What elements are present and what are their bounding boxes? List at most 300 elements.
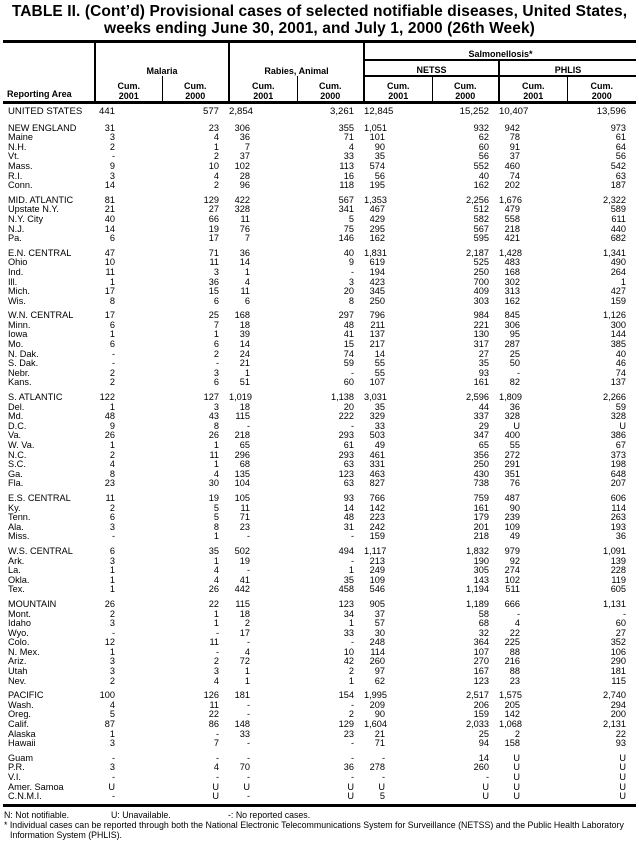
value-cell: 666 <box>504 598 520 609</box>
reporting-area-cell: Nev. <box>8 675 27 686</box>
value-cell: - <box>516 367 520 378</box>
value-cell: 86 <box>208 719 219 730</box>
value-cell: 67 <box>615 440 627 450</box>
value-cell: 102 <box>504 574 520 585</box>
reporting-area-cell: Pa. <box>8 233 22 244</box>
value-cell: 5 <box>348 213 354 224</box>
netss-header: NETSS <box>364 60 499 76</box>
value-cell: 93 <box>478 367 489 378</box>
value-cell: 2 <box>109 502 115 513</box>
table-row <box>3 720 636 730</box>
value-cell: 8 <box>348 295 354 306</box>
value-cell: 3 <box>109 521 115 532</box>
reporting-area-cell: Upstate N.Y. <box>8 204 59 215</box>
table-row <box>3 330 636 340</box>
value-cell: - <box>350 266 354 277</box>
value-cell: U <box>619 752 627 763</box>
reporting-area-cell: R.I. <box>8 170 23 181</box>
reporting-area-cell: N. Mex. <box>8 646 40 657</box>
table-row <box>3 431 636 441</box>
table-row <box>3 730 636 740</box>
column-header-cum: Cum. <box>184 81 207 91</box>
value-cell: U <box>432 792 499 805</box>
column-header-cum: Cum. <box>454 81 477 91</box>
value-cell: 386 <box>610 430 627 441</box>
value-cell: 502 <box>234 545 250 556</box>
reporting-area-cell: Ohio <box>8 257 28 268</box>
value-cell: 5 <box>213 502 219 513</box>
value-cell: - <box>111 348 115 359</box>
value-cell: 1 <box>213 618 219 629</box>
value-cell: 3 <box>348 276 354 287</box>
value-cell: 611 <box>611 213 627 224</box>
value-cell: 6 <box>109 339 115 350</box>
column-header-year: 2000 <box>185 91 206 101</box>
value-cell: 1 <box>244 666 250 677</box>
column-header <box>95 76 162 103</box>
table-row <box>3 489 636 504</box>
value-cell: 2 <box>109 141 115 152</box>
value-cell: 58 <box>478 608 489 619</box>
value-cell: 15,252 <box>459 106 489 117</box>
value-cell: 119 <box>611 574 627 585</box>
value-cell: 25 <box>208 310 219 321</box>
value-cell: - <box>246 637 250 648</box>
value-cell: 144 <box>610 329 627 340</box>
value-cell: 115 <box>611 675 627 686</box>
value-cell: 118 <box>339 180 354 191</box>
value-cell: 39 <box>239 329 250 340</box>
value-cell: 1 <box>213 531 219 542</box>
reporting-area-cell: UNITED STATES <box>8 106 83 117</box>
value-cell: 487 <box>504 492 520 503</box>
table-row <box>3 340 636 350</box>
value-cell: 162 <box>504 295 520 306</box>
value-cell: 31 <box>104 122 115 133</box>
reporting-area-cell: S. ATLANTIC <box>8 392 63 403</box>
value-cell: 2,256 <box>466 194 489 205</box>
table-row <box>3 321 636 331</box>
column-header-year: 2001 <box>118 91 139 101</box>
value-cell: 8 <box>213 420 219 431</box>
value-cell: 2,187 <box>466 247 489 258</box>
reporting-area-cell: Idaho <box>8 618 31 629</box>
value-cell: 1,341 <box>603 247 627 258</box>
value-cell: 30 <box>374 627 385 638</box>
value-cell: 12 <box>104 637 115 648</box>
value-cell: 142 <box>504 709 520 720</box>
value-cell: 3,031 <box>364 392 387 403</box>
value-cell: 250 <box>473 459 489 470</box>
value-cell: 341 <box>338 204 354 215</box>
value-cell: 14 <box>104 180 115 191</box>
value-cell: 3 <box>213 401 219 412</box>
value-cell: 72 <box>239 656 250 667</box>
value-cell: 36 <box>343 762 354 773</box>
value-cell: 3 <box>109 132 115 143</box>
value-cell: 36 <box>509 401 520 412</box>
value-cell: 313 <box>504 286 520 297</box>
value-cell: 1 <box>109 646 115 657</box>
value-cell: 6 <box>244 295 250 306</box>
reporting-area-cell: N.J. <box>8 223 25 234</box>
value-cell: - <box>111 627 115 638</box>
value-cell: 91 <box>509 141 520 152</box>
value-cell: 33 <box>374 420 385 431</box>
value-cell: 49 <box>509 531 520 542</box>
value-cell: 1,019 <box>229 392 252 403</box>
table-row <box>3 576 636 586</box>
value-cell: 8 <box>109 295 115 306</box>
value-cell: 2,596 <box>466 392 489 403</box>
value-cell: - <box>381 772 385 782</box>
value-cell: 4 <box>213 574 219 585</box>
value-cell: U <box>619 420 627 431</box>
value-cell: 19 <box>208 492 219 503</box>
value-cell: 33 <box>343 627 354 638</box>
value-cell: 294 <box>610 699 627 710</box>
value-cell: 682 <box>610 233 627 244</box>
value-cell: 36 <box>208 276 219 287</box>
value-cell: 525 <box>473 257 489 268</box>
value-cell: 331 <box>369 459 385 470</box>
reporting-area-cell: E.S. CENTRAL <box>8 492 71 503</box>
value-cell: U <box>162 792 229 805</box>
value-cell: 154 <box>338 690 354 701</box>
value-cell: 1 <box>348 565 354 576</box>
value-cell: 2,266 <box>603 392 627 403</box>
value-cell: 107 <box>473 646 489 657</box>
value-cell: 467 <box>369 204 385 215</box>
value-cell: 6 <box>213 377 219 388</box>
reporting-area-cell: W. Va. <box>8 440 35 450</box>
value-cell: 700 <box>473 276 489 287</box>
value-cell: 260 <box>369 656 385 667</box>
value-cell: 74 <box>343 348 354 359</box>
reporting-area-cell: Fla. <box>8 478 24 489</box>
value-cell: 291 <box>504 459 520 470</box>
value-cell: 50 <box>509 358 520 369</box>
value-cell: 200 <box>610 709 627 720</box>
table-row <box>3 677 636 687</box>
value-cell: 1,809 <box>499 392 522 403</box>
value-cell: 1 <box>213 555 219 566</box>
value-cell: - <box>485 772 489 782</box>
value-cell: 100 <box>99 690 115 701</box>
value-cell: 328 <box>234 204 250 215</box>
column-header <box>297 76 364 103</box>
value-cell: U <box>347 781 354 792</box>
value-cell: U <box>619 772 627 782</box>
value-cell: 179 <box>473 512 489 523</box>
value-cell: 2,131 <box>603 719 627 730</box>
value-cell: 479 <box>504 204 520 215</box>
column-header-cum: Cum. <box>117 81 140 91</box>
reporting-area-cell: Amer. Samoa <box>8 781 64 792</box>
value-cell: U <box>619 781 627 792</box>
value-cell: 3,261 <box>329 106 354 117</box>
reporting-area-cell: Wash. <box>8 699 34 710</box>
value-cell: 41 <box>343 329 354 340</box>
value-cell: U <box>243 781 250 792</box>
phlis-header: PHLIS <box>499 60 636 76</box>
value-cell: 1,428 <box>499 247 522 258</box>
value-cell: 22 <box>615 728 627 739</box>
value-cell: - <box>246 565 250 576</box>
value-cell: 278 <box>369 762 385 773</box>
value-cell: 23 <box>104 478 115 489</box>
value-cell: - <box>215 752 219 763</box>
value-cell: 302 <box>504 276 520 287</box>
value-cell: 102 <box>234 160 250 171</box>
value-cell: 1 <box>109 728 115 739</box>
value-cell: 194 <box>369 266 385 277</box>
value-cell: 3 <box>213 367 219 378</box>
value-cell: 71 <box>239 512 250 523</box>
value-cell: 107 <box>369 377 385 388</box>
value-cell: 3 <box>109 656 115 667</box>
table-row <box>3 133 636 143</box>
table-row <box>3 513 636 523</box>
value-cell: 88 <box>509 666 520 677</box>
value-cell: 4 <box>213 468 219 479</box>
value-cell: 64 <box>615 141 627 152</box>
value-cell: - <box>516 608 520 619</box>
table-row <box>3 205 636 215</box>
value-cell: 201 <box>473 521 489 532</box>
title-line-1: TABLE II. (Cont’d) Provisional cases of selected notifiable diseases, United States, <box>11 3 628 20</box>
value-cell: 205 <box>504 699 520 710</box>
reporting-area-cell: Miss. <box>8 531 30 542</box>
value-cell: 11 <box>240 502 250 513</box>
malaria-header: Malaria <box>95 42 229 77</box>
value-cell: 274 <box>504 565 520 576</box>
value-cell: 23 <box>208 122 219 133</box>
value-cell: 2 <box>109 449 115 460</box>
value-cell: 3 <box>109 555 115 566</box>
value-cell: 71 <box>343 132 354 143</box>
reporting-area-cell: Wis. <box>8 295 26 306</box>
value-cell: 364 <box>473 637 489 648</box>
value-cell: 101 <box>369 132 385 143</box>
value-cell: 137 <box>610 377 627 388</box>
value-cell: - <box>381 752 385 763</box>
value-cell: 41 <box>239 574 250 585</box>
value-cell: 161 <box>473 502 489 513</box>
reporting-area-cell: W.N. CENTRAL <box>8 310 74 321</box>
value-cell: 82 <box>509 377 520 388</box>
value-cell: 35 <box>374 151 385 162</box>
value-cell: 33 <box>239 728 250 739</box>
value-cell: 40 <box>478 170 489 181</box>
table-row <box>3 763 636 773</box>
value-cell: 90 <box>374 141 385 152</box>
value-cell: 195 <box>369 180 385 191</box>
table-row <box>3 181 636 191</box>
reporting-area-cell: Del. <box>8 401 25 412</box>
value-cell: 6 <box>109 545 115 556</box>
value-cell: 127 <box>203 392 219 403</box>
value-cell: 21 <box>239 358 250 369</box>
value-cell: 142 <box>369 502 385 513</box>
value-cell: U <box>482 781 489 792</box>
column-header <box>567 76 636 103</box>
column-header-year: 2000 <box>455 91 476 101</box>
reporting-area-cell: P.R. <box>8 762 25 773</box>
table-row <box>3 119 636 134</box>
value-cell: 148 <box>234 719 250 730</box>
reporting-area-cell: Ga. <box>8 468 23 479</box>
value-cell: 14 <box>104 223 115 234</box>
table-row <box>3 191 636 206</box>
value-cell: 4 <box>244 276 250 287</box>
value-cell: 9 <box>109 160 115 171</box>
value-cell: 6 <box>109 319 115 330</box>
value-cell: 137 <box>369 329 385 340</box>
value-cell: 6 <box>109 233 115 244</box>
value-cell: 546 <box>369 584 385 595</box>
value-cell: 23 <box>239 521 250 532</box>
value-cell: 93 <box>615 738 627 749</box>
value-cell: 18 <box>239 608 250 619</box>
value-cell: U <box>513 762 520 773</box>
value-cell: 250 <box>369 295 385 306</box>
value-cell: - <box>350 420 354 431</box>
value-cell: 218 <box>473 531 489 542</box>
value-cell: 2 <box>109 675 115 686</box>
table-row <box>3 710 636 720</box>
value-cell: 30 <box>208 478 219 489</box>
value-cell: 181 <box>234 690 250 701</box>
value-cell: 47 <box>104 247 115 258</box>
value-cell: 423 <box>369 276 385 287</box>
value-cell: 4 <box>514 618 520 629</box>
value-cell: 3 <box>109 618 115 629</box>
table-row <box>3 657 636 667</box>
legend-no-cases: -: No reported cases. <box>228 809 311 820</box>
table-row <box>3 638 636 648</box>
value-cell: 9 <box>348 257 354 268</box>
value-cell: 162 <box>473 180 489 191</box>
value-cell: 503 <box>369 430 385 441</box>
value-cell: 303 <box>473 295 489 306</box>
value-cell: 55 <box>374 367 385 378</box>
value-cell: 17 <box>104 310 115 321</box>
value-cell: 1,194 <box>466 584 489 595</box>
value-cell: 648 <box>610 468 627 479</box>
column-header-cum: Cum. <box>522 81 545 91</box>
value-cell: 27 <box>478 348 489 359</box>
value-cell: 123 <box>338 468 354 479</box>
reporting-area-cell: PACIFIC <box>8 690 44 701</box>
value-cell: 461 <box>369 449 385 460</box>
value-cell: 22 <box>208 709 219 720</box>
value-cell: 796 <box>369 310 385 321</box>
value-cell: 71 <box>208 247 219 258</box>
value-cell: 239 <box>504 512 520 523</box>
value-cell: 11 <box>240 213 250 224</box>
table-row <box>3 268 636 278</box>
value-cell: 35 <box>208 545 219 556</box>
value-cell: 558 <box>504 213 520 224</box>
value-cell: 26 <box>104 430 115 441</box>
table-row <box>3 378 636 388</box>
value-cell: 1 <box>348 618 354 629</box>
value-cell: 5 <box>213 512 219 523</box>
value-cell: 2 <box>213 348 219 359</box>
value-cell: 270 <box>473 656 489 667</box>
value-cell: - <box>622 608 627 619</box>
value-cell: 59 <box>615 401 627 412</box>
value-cell: 14 <box>343 502 354 513</box>
table-row <box>3 667 636 677</box>
reporting-area-cell: V.I. <box>8 772 21 782</box>
reporting-area-cell: Alaska <box>8 728 36 739</box>
value-cell: 106 <box>610 646 627 657</box>
value-cell: 113 <box>339 160 354 171</box>
reporting-area-cell: W.S. CENTRAL <box>8 545 73 556</box>
value-cell: 95 <box>509 329 520 340</box>
value-cell: - <box>246 709 250 720</box>
value-cell: 421 <box>504 233 520 244</box>
value-cell: 490 <box>610 257 627 268</box>
table-row <box>3 701 636 711</box>
value-cell: 738 <box>473 478 489 489</box>
value-cell: 218 <box>234 430 250 441</box>
value-cell: - <box>350 531 354 542</box>
value-cell: 10 <box>343 646 354 657</box>
value-cell: 40 <box>615 348 627 359</box>
value-cell: 9 <box>109 420 115 431</box>
value-cell: 306 <box>504 319 520 330</box>
value-cell: 7 <box>213 738 219 749</box>
value-cell: 1 <box>213 608 219 619</box>
value-cell: 223 <box>369 512 385 523</box>
table-row <box>3 350 636 360</box>
table-row <box>3 278 636 288</box>
reporting-area-cell: N.H. <box>8 141 27 152</box>
value-cell: 59 <box>343 358 354 369</box>
value-cell: 293 <box>338 449 354 460</box>
value-cell: 11 <box>240 286 250 297</box>
title-line-2: weeks ending June 30, 2001, and July 1, 2000 (26th Week) <box>104 20 535 37</box>
value-cell: 37 <box>374 608 385 619</box>
reporting-area-cell: NEW ENGLAND <box>8 122 77 133</box>
reporting-area-cell: Kans. <box>8 377 32 388</box>
value-cell: 61 <box>615 132 627 143</box>
table-row <box>3 686 636 701</box>
legend <box>4 810 639 820</box>
value-cell: U <box>567 792 636 805</box>
value-cell: 595 <box>473 233 489 244</box>
table-row <box>3 792 636 805</box>
column-header-year: 2001 <box>388 91 409 101</box>
value-cell: 8 <box>109 468 115 479</box>
value-cell: 1,832 <box>466 545 489 556</box>
value-cell: 21 <box>374 728 385 739</box>
value-cell: 441 <box>98 106 115 117</box>
reporting-area-cell: Calif. <box>8 719 29 730</box>
value-cell: 905 <box>369 598 385 609</box>
table-row <box>3 532 636 542</box>
column-header-cum: Cum. <box>590 81 614 91</box>
value-cell: 6 <box>213 339 219 350</box>
table-row-total <box>3 103 636 119</box>
value-cell: 2,854 <box>229 106 254 117</box>
value-cell: 109 <box>369 574 385 585</box>
value-cell: 305 <box>473 565 489 576</box>
value-cell: 577 <box>202 106 219 117</box>
